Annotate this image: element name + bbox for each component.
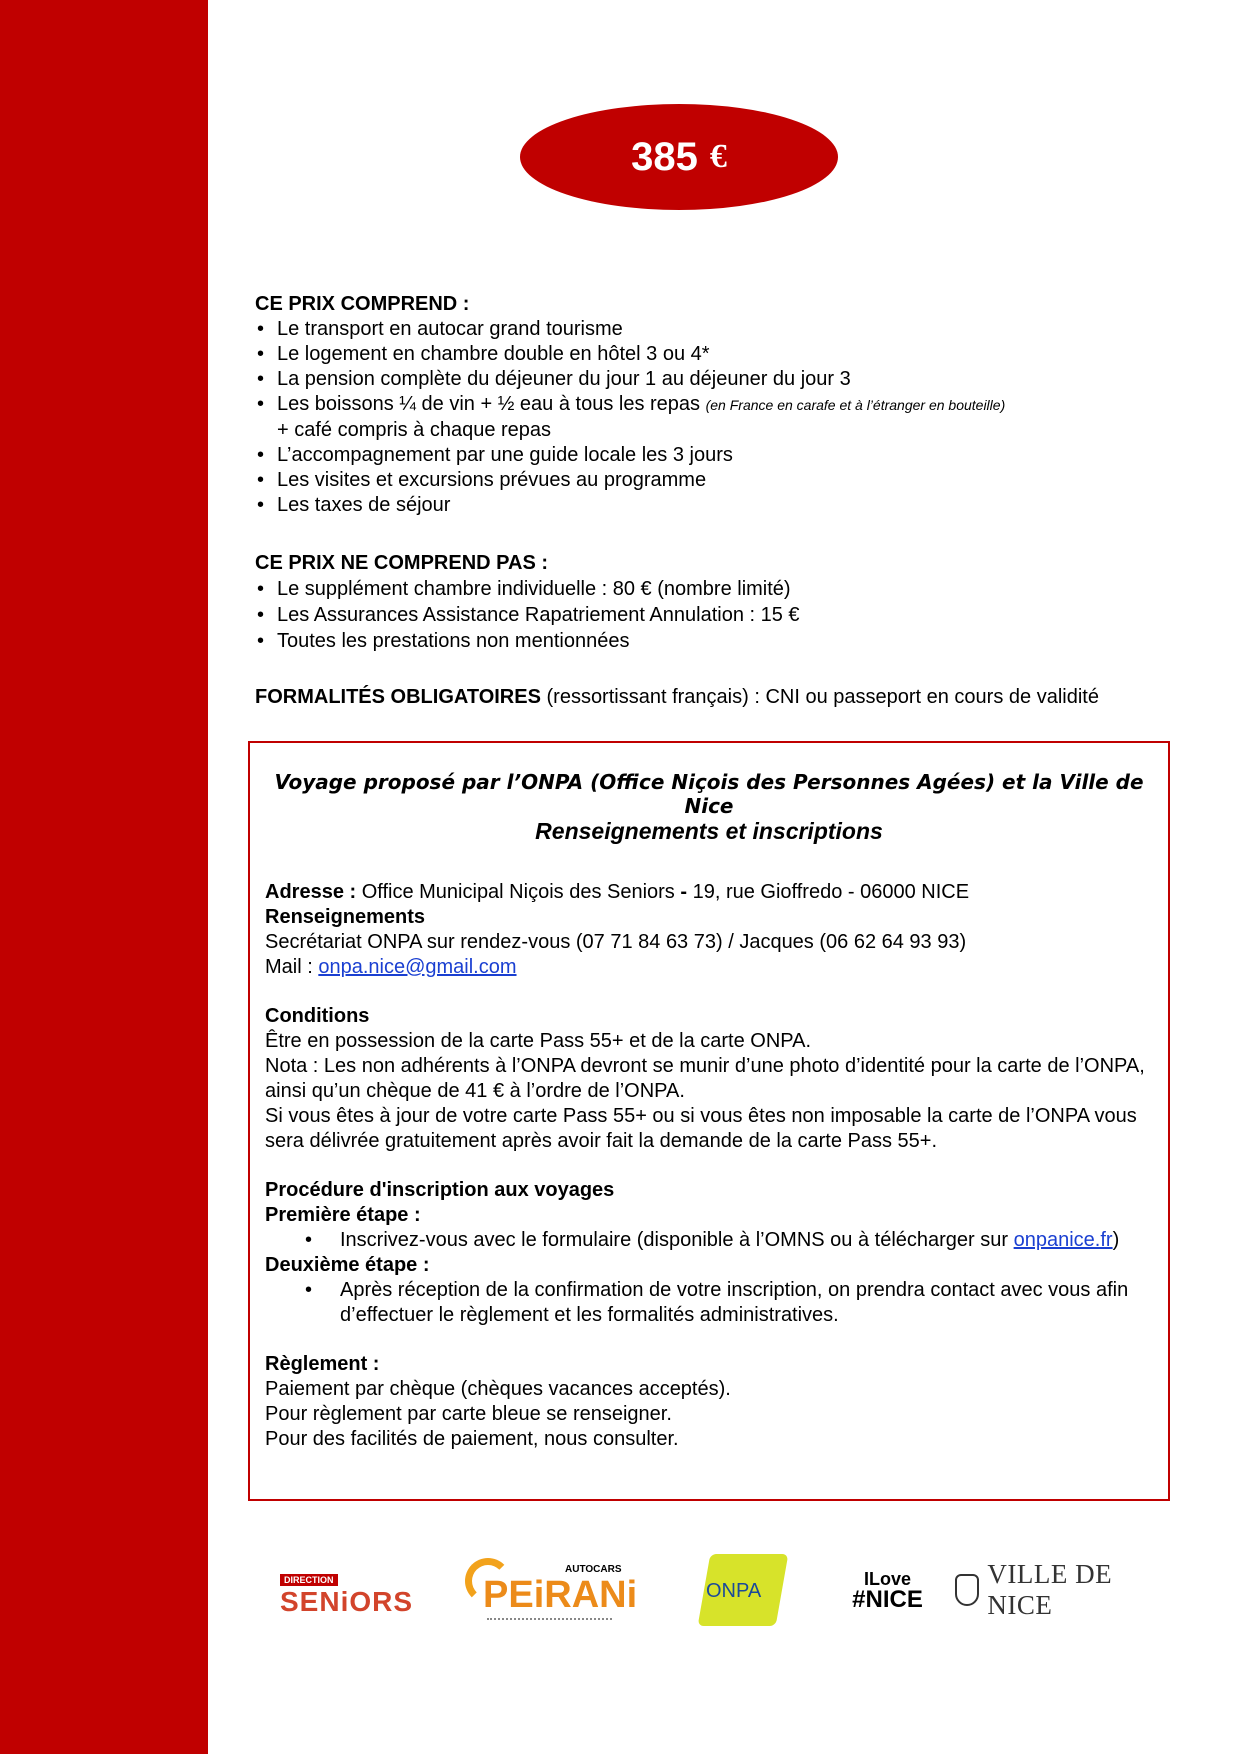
onpanice-link[interactable]: onpanice.fr bbox=[1013, 1229, 1113, 1251]
list-item: • Le logement en chambre double en hôtel 3 ou 4* bbox=[255, 342, 1155, 367]
list-item: • Les Assurances Assistance Rapatriement Annulation : 15 € bbox=[255, 602, 1155, 628]
mail-line: Mail : onpa.nice@gmail.com bbox=[265, 956, 517, 978]
step2-list bbox=[265, 1278, 1155, 1328]
payment-line: Pour règlement par carte bleue se renseigner. bbox=[265, 1403, 672, 1425]
crest-icon bbox=[955, 1574, 979, 1606]
price-currency: € bbox=[709, 138, 727, 175]
conditions-heading: Conditions bbox=[265, 1005, 370, 1027]
peirani-logo: AUTOCARS PEiRANi bbox=[465, 1552, 630, 1630]
list-item: • Les taxes de séjour bbox=[255, 493, 1155, 518]
payment-line: Paiement par chèque (chèques vacances acceptés). bbox=[265, 1378, 731, 1400]
price-badge bbox=[520, 104, 838, 210]
list-item: • Les boissons ¼ de vin + ½ eau à tous les repas (en France en carafe et à l’étranger en bouteille) + café compris à chaque repas bbox=[255, 392, 1155, 443]
payment-line: Pour des facilités de paiement, nous consulter. bbox=[265, 1428, 679, 1450]
formalities bbox=[255, 686, 1099, 709]
renseignements-heading: Renseignements bbox=[265, 906, 426, 928]
list-item: • Toutes les prestations non mentionnées bbox=[255, 628, 1155, 654]
included-heading: CE PRIX COMPREND : bbox=[255, 293, 470, 315]
address-line: Adresse : Office Municipal Niçois des Seniors - 19, rue Gioffredo - 06000 NICE bbox=[265, 881, 970, 903]
included-section bbox=[255, 292, 1155, 518]
step2-heading: Deuxième étape : bbox=[265, 1254, 430, 1276]
step1-list bbox=[265, 1228, 1155, 1253]
onpa-logo: ONPA bbox=[698, 1550, 786, 1628]
drinks-note: (en France en carafe et à l’étranger en bouteille) bbox=[705, 397, 1006, 413]
list-item: • Les visites et excursions prévues au programme bbox=[255, 468, 1155, 493]
red-side-band bbox=[0, 0, 208, 1754]
list-item: • L’accompagnement par une guide locale les 3 jours bbox=[255, 443, 1155, 468]
list-item: • Après réception de la confirmation de votre inscription, on prendra contact avec vous afin d’effectuer le règlement et les formalités administratives. bbox=[265, 1278, 1155, 1328]
box-title: Voyage proposé par l’ONPA (Office Niçois des Personnes Agées) et la Ville de Nice bbox=[274, 770, 1144, 818]
drinks-continuation: + café compris à chaque repas bbox=[277, 419, 552, 441]
partner-logos bbox=[270, 1540, 1170, 1630]
list-item: • La pension complète du déjeuner du jour 1 au déjeuner du jour 3 bbox=[255, 367, 1155, 392]
list-item: • Le supplément chambre individuelle : 80 € (nombre limité) bbox=[255, 576, 1155, 602]
conditions-line: Nota : Les non adhérents à l’ONPA devront se munir d’une photo d’identité pour la carte de l’ONPA, ainsi qu’un chèque de 41 € à l’ordre de l’ONPA. bbox=[265, 1055, 1145, 1102]
box-content bbox=[265, 880, 1155, 1452]
formalities-label: FORMALITÉS OBLIGATOIRES bbox=[255, 686, 541, 708]
list-item: • Inscrivez-vous avec le formulaire (disponible à l’OMNS ou à télécharger sur onpanice.fr) bbox=[265, 1228, 1155, 1253]
excluded-list bbox=[255, 576, 1155, 654]
conditions-line: Être en possession de la carte Pass 55+ et de la carte ONPA. bbox=[265, 1030, 812, 1052]
list-item: • Le transport en autocar grand tourisme bbox=[255, 317, 1155, 342]
box-subtitle: Renseignements et inscriptions bbox=[535, 818, 883, 844]
procedure-heading: Procédure d'inscription aux voyages bbox=[265, 1179, 615, 1201]
included-list bbox=[255, 317, 1155, 518]
mail-link[interactable]: onpa.nice@gmail.com bbox=[318, 956, 517, 978]
excluded-heading: CE PRIX NE COMPREND PAS : bbox=[255, 552, 548, 574]
excluded-section bbox=[255, 550, 1155, 654]
ville-de-nice-logo: VILLE DE NICE bbox=[955, 1568, 1170, 1612]
payment-heading: Règlement : bbox=[265, 1353, 380, 1375]
seniors-logo: DIRECTION SENiORS bbox=[280, 1575, 414, 1617]
info-box bbox=[248, 741, 1170, 1501]
formalities-text: (ressortissant français) : CNI ou passeport en cours de validité bbox=[540, 686, 1099, 708]
price-amount: 385 bbox=[631, 134, 698, 179]
conditions-line: Si vous êtes à jour de votre carte Pass 55+ ou si vous êtes non imposable la carte de l’ONPA vous sera délivrée gratuitement après avoir fait la demande de la carte Pass 55+. bbox=[265, 1105, 1137, 1152]
secretariat-line: Secrétariat ONPA sur rendez-vous (07 71 84 63 73) / Jacques (06 62 64 93 93) bbox=[265, 931, 967, 953]
step1-heading: Première étape : bbox=[265, 1204, 421, 1226]
ilove-nice-logo: ILove #NICE bbox=[852, 1569, 923, 1613]
